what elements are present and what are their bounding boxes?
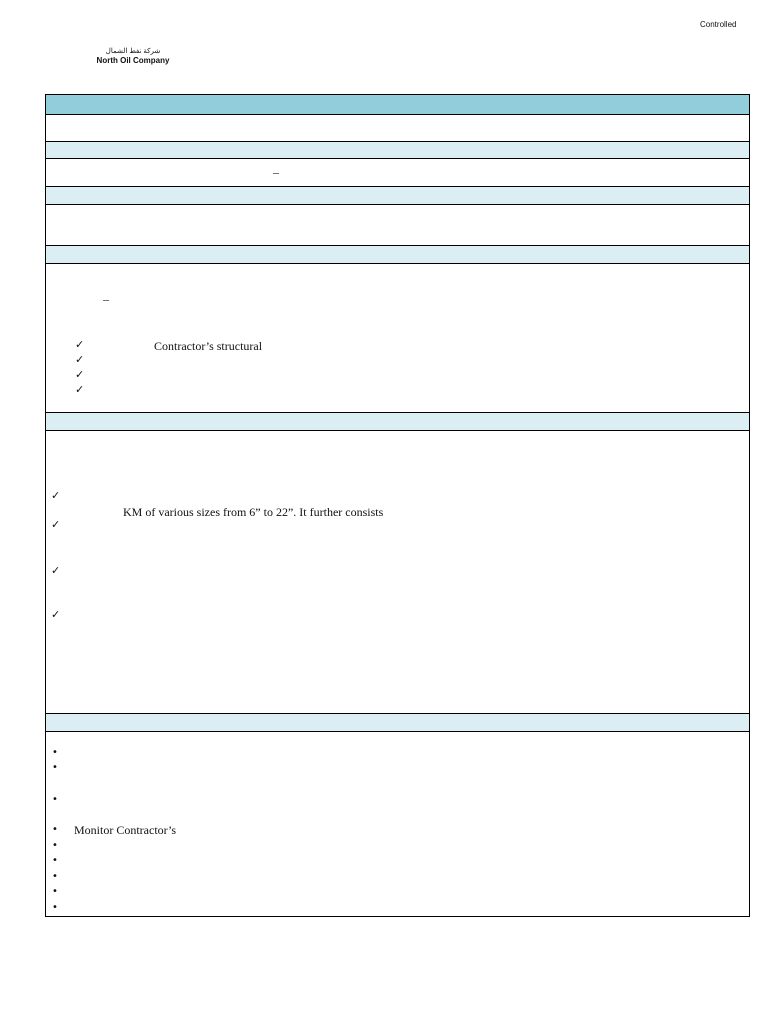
- bullet-icon: •: [52, 902, 58, 913]
- section-four-item-text: Contractor’s structural: [154, 339, 263, 353]
- company-name-arabic: شركة نفط الشمال: [105, 48, 161, 55]
- section-six-header-band: [46, 714, 749, 732]
- bullet-icon: •: [52, 762, 58, 773]
- check-mark-icon: ✓: [75, 383, 85, 396]
- check-mark-icon: ✓: [51, 518, 61, 531]
- section-four-dash: –: [103, 292, 109, 306]
- company-name-english: North Oil Company: [96, 56, 170, 66]
- bullet-icon: •: [52, 794, 58, 805]
- title-content-row: [46, 115, 749, 142]
- bullet-icon: •: [52, 747, 58, 758]
- section-three-header-band: [46, 187, 749, 205]
- check-mark-icon: ✓: [75, 368, 85, 381]
- company-logo: [88, 48, 178, 65]
- bullet-icon: •: [52, 840, 58, 851]
- check-mark-icon: ✓: [51, 564, 61, 577]
- section-three-content: [46, 205, 749, 246]
- section-five-header-band: [46, 413, 749, 431]
- title-header-band: [46, 95, 749, 115]
- section-six-content: [46, 732, 749, 918]
- check-mark-icon: ✓: [75, 353, 85, 366]
- section-six-item-text: Monitor Contractor’s: [74, 823, 177, 837]
- section-four-header-band: [46, 246, 749, 264]
- document-table: [45, 94, 750, 917]
- section-two-dash: –: [273, 165, 279, 179]
- section-two-content: [46, 159, 749, 187]
- check-mark-icon: ✓: [51, 489, 61, 502]
- document-classification: Controlled: [700, 20, 737, 29]
- bullet-icon: •: [52, 824, 58, 835]
- check-mark-icon: ✓: [75, 338, 85, 351]
- section-four-content: [46, 264, 749, 413]
- check-mark-icon: ✓: [51, 608, 61, 621]
- bullet-icon: •: [52, 871, 58, 882]
- bullet-icon: •: [52, 886, 58, 897]
- section-five-item-text: KM of various sizes from 6” to 22”. It further consists: [123, 505, 384, 519]
- section-five-content: [46, 431, 749, 714]
- section-two-header-band: [46, 142, 749, 159]
- bullet-icon: •: [52, 855, 58, 866]
